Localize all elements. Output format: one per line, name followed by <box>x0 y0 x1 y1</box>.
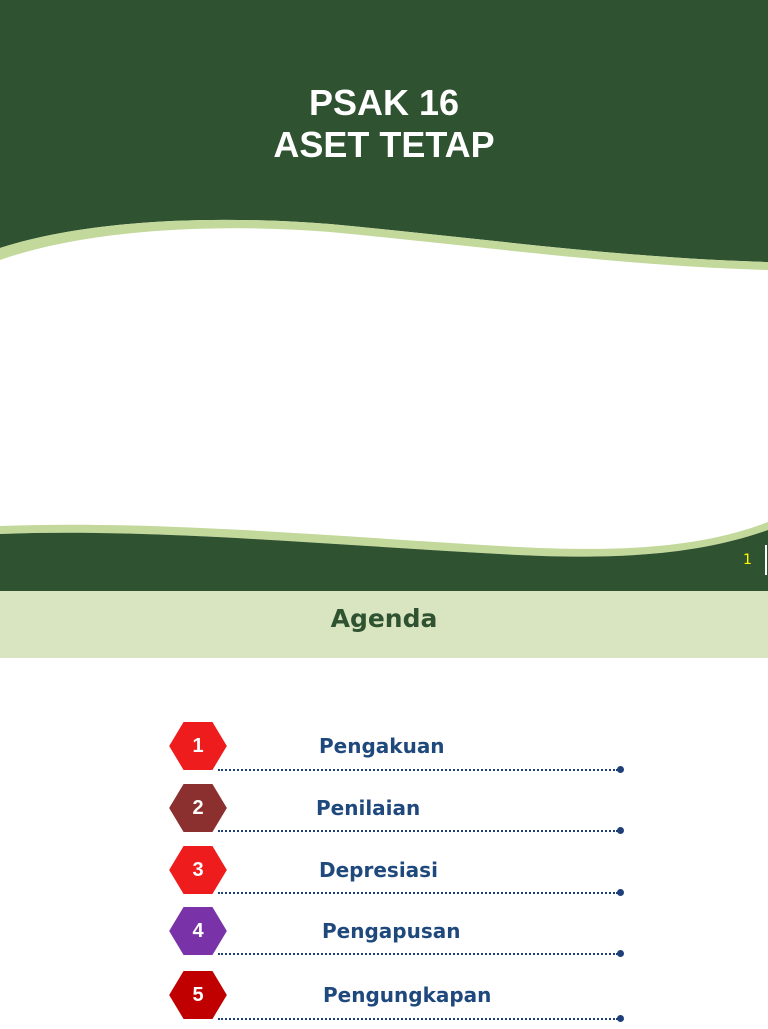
agenda-item-1 <box>0 718 768 780</box>
dotted-connector <box>218 953 618 955</box>
title-line-2: ASET TETAP <box>273 124 495 165</box>
number-hexagon <box>166 780 230 836</box>
item-label: Penilaian <box>316 796 421 820</box>
connector-end-dot <box>617 827 624 834</box>
connector-end-dot <box>617 766 624 773</box>
slide-number: 1 <box>743 552 752 568</box>
dotted-connector <box>218 769 618 771</box>
item-number: 3 <box>192 859 204 881</box>
agenda-item-5 <box>0 967 768 1029</box>
connector-end-dot <box>617 889 624 896</box>
dotted-connector <box>218 892 618 894</box>
agenda-item-4 <box>0 903 768 965</box>
agenda-item-2 <box>0 780 768 842</box>
dotted-connector <box>218 830 618 832</box>
number-hexagon <box>166 967 230 1023</box>
number-hexagon <box>166 718 230 774</box>
item-label: Pengakuan <box>319 734 445 758</box>
number-hexagon <box>166 842 230 898</box>
agenda-heading: Agenda <box>330 604 438 633</box>
item-label: Depresiasi <box>319 858 438 882</box>
slide-edge-marker <box>765 545 767 575</box>
title-line-1: PSAK 16 <box>308 82 460 123</box>
slide-title <box>0 82 768 166</box>
agenda-item-3 <box>0 842 768 904</box>
item-number: 4 <box>192 920 204 942</box>
item-number: 1 <box>192 735 204 757</box>
connector-end-dot <box>617 950 624 957</box>
item-number: 5 <box>192 984 204 1006</box>
item-label: Pengapusan <box>322 919 461 943</box>
number-hexagon <box>166 903 230 959</box>
item-number: 2 <box>192 797 204 819</box>
connector-end-dot <box>617 1015 624 1022</box>
item-label: Pengungkapan <box>323 983 492 1007</box>
dotted-connector <box>218 1018 618 1020</box>
